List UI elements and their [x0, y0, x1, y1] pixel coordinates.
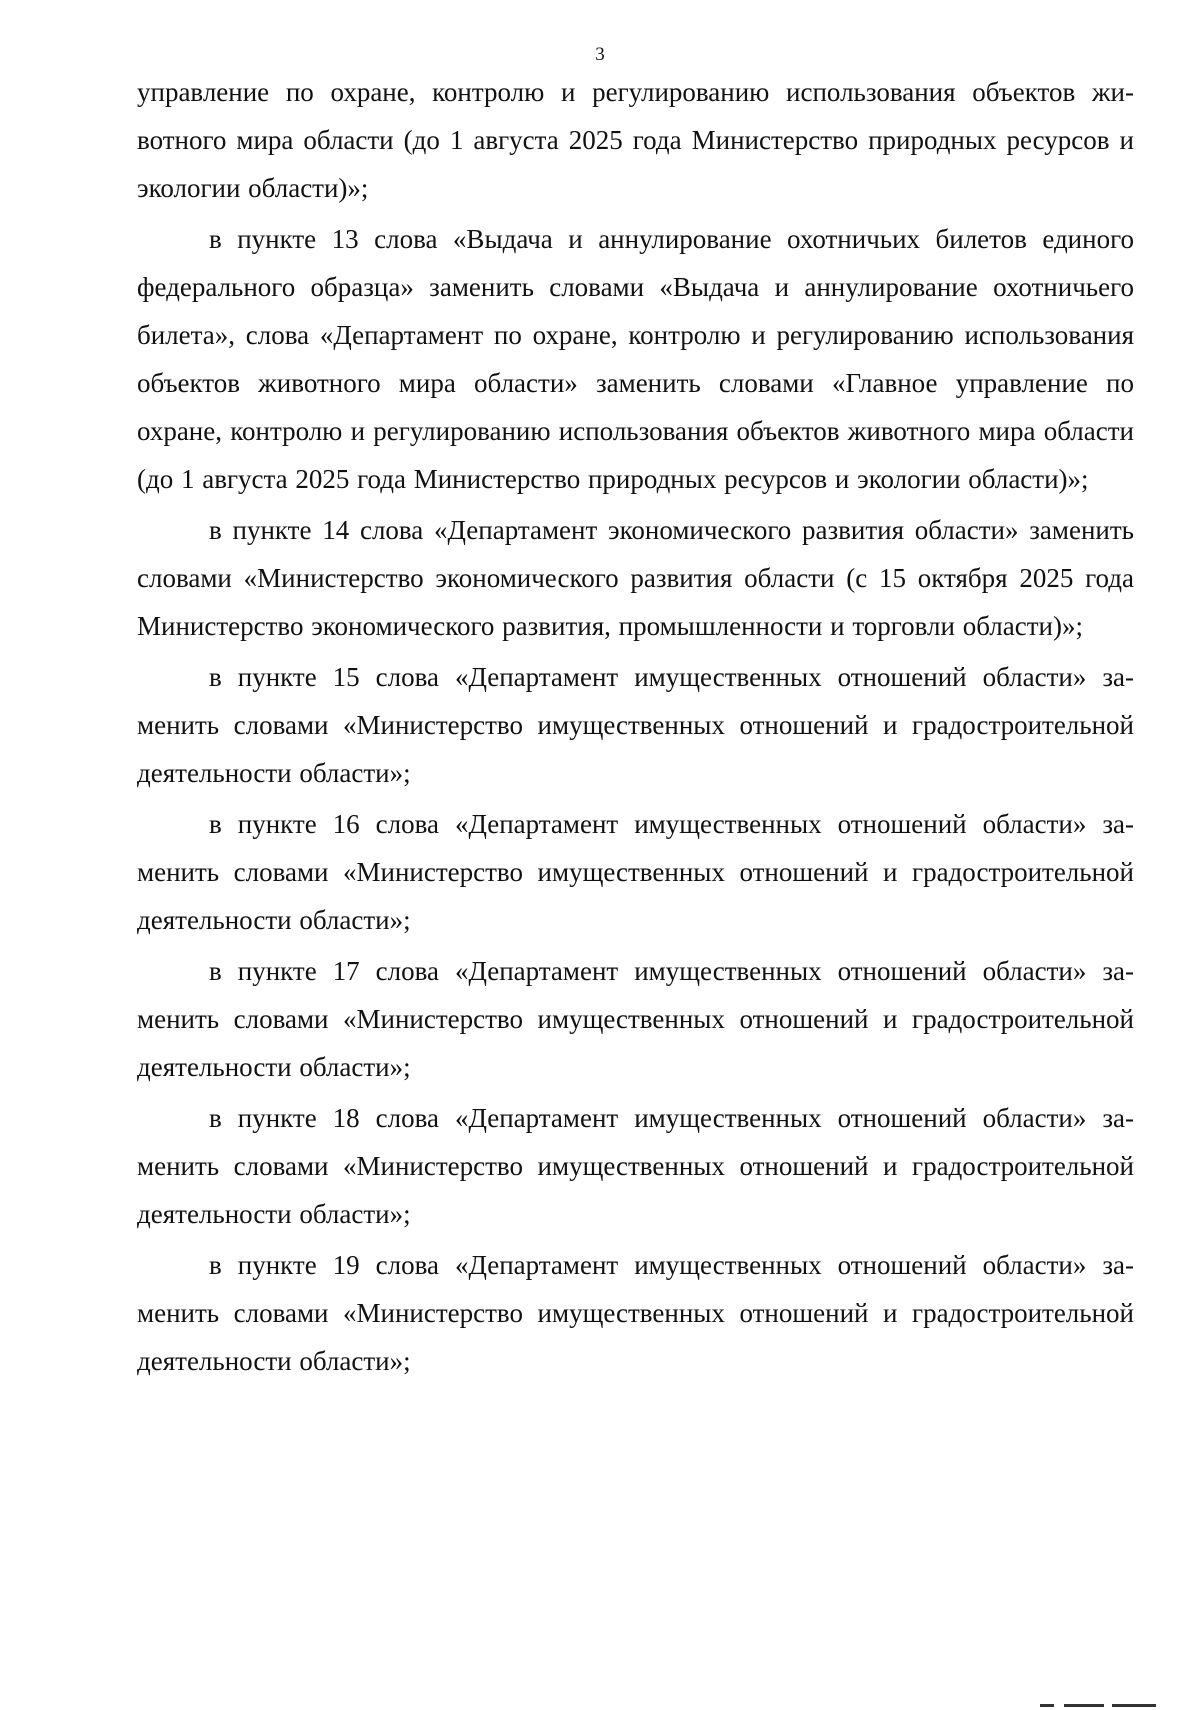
scan-artifact — [1040, 1700, 1160, 1710]
paragraph-item-13: в пункте 13 слова «Выдача и аннулирование охотничьих билетов единого федерального образца» заменить словами «Выдача и аннулирование охотничьего билета», слова «Департамент по охране, контролю и регулированию использования объектов животного мира области» заменить словами «Главное управление по охране, контролю и регулированию использования объектов животного мира области (до 1 августа 2025 года Министерство природных ресурсов и экологии области)»; — [137, 224, 1134, 494]
paragraph-item-18: в пункте 18 слова «Департамент имущественных отношений области» заменить словами «Министерство имущественных отношений и градостроительной деятельности области»; — [137, 1103, 1134, 1229]
paragraph-continuation: управление по охране, контролю и регулированию использования объектов животного мира области (до 1 августа 2025 года Министерство природных ресурсов и экологии области)»; — [137, 77, 1134, 203]
paragraph-item-19: в пункте 19 слова «Департамент имущественных отношений области» заменить словами «Министерство имущественных отношений и градостроительной деятельности области»; — [137, 1250, 1134, 1376]
paragraph-item-16: в пункте 16 слова «Департамент имущественных отношений области» заменить словами «Министерство имущественных отношений и градостроительной деятельности области»; — [137, 809, 1134, 935]
paragraph-item-17: в пункте 17 слова «Департамент имущественных отношений области» заменить словами «Министерство имущественных отношений и градостроительной деятельности области»; — [137, 956, 1134, 1082]
paragraph-item-14: в пункте 14 слова «Департамент экономического развития области» заменить словами «Министерство экономического развития области (с 15 октября 2025 года Министерство экономического развития, промышленности и торговли области)»; — [137, 515, 1134, 641]
page-number: 3 — [595, 44, 605, 65]
paragraph-item-15: в пункте 15 слова «Департамент имущественных отношений области» заменить словами «Министерство имущественных отношений и градостроительной деятельности области»; — [137, 662, 1134, 788]
document-body — [137, 68, 1134, 1388]
